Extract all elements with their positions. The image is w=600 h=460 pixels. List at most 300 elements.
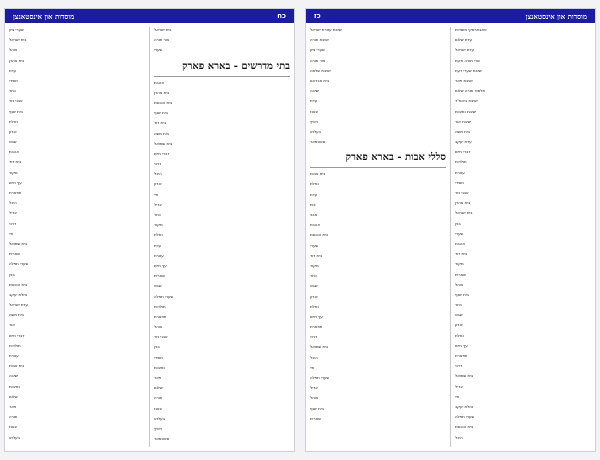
directory-entry bbox=[9, 58, 145, 68]
entry-name: עטרת bbox=[455, 169, 465, 175]
directory-entry bbox=[9, 210, 145, 220]
directory-entry bbox=[9, 231, 145, 241]
directory-entry bbox=[154, 161, 290, 171]
directory-entry bbox=[455, 58, 591, 68]
left-page-col-left bbox=[9, 27, 145, 447]
directory-entry bbox=[9, 139, 145, 149]
entry-name: תפארת bbox=[9, 190, 22, 195]
entry-name: בית דוד bbox=[455, 251, 468, 257]
directory-entry bbox=[9, 424, 145, 434]
entry-name: שבט bbox=[9, 139, 17, 145]
entry-name: ישיבת שלמה bbox=[310, 67, 331, 73]
entry-name: בעלזא bbox=[9, 434, 20, 440]
entry-name: עדת יעקב bbox=[455, 139, 472, 145]
directory-entry bbox=[154, 141, 290, 151]
entry-name: כתר bbox=[9, 88, 16, 94]
directory-entry bbox=[154, 263, 290, 273]
entry-name: דרכי bbox=[455, 363, 463, 369]
entry-name: עץ חיים bbox=[9, 179, 22, 185]
directory-entry bbox=[310, 78, 446, 88]
entry-name: בית ישראל bbox=[9, 37, 27, 43]
entry-name: נחלת bbox=[154, 232, 163, 238]
entry-name: תפארת bbox=[154, 313, 167, 319]
directory-entry bbox=[455, 180, 591, 190]
directory-entry bbox=[9, 98, 145, 108]
directory-entry bbox=[9, 88, 145, 98]
directory-entry bbox=[9, 435, 145, 445]
entry-name: זכרון bbox=[310, 293, 318, 299]
entry-name: בנין bbox=[154, 344, 160, 350]
directory-entry bbox=[310, 27, 446, 37]
directory-entry bbox=[310, 243, 446, 253]
entry-name: חיי bbox=[310, 364, 315, 370]
directory-entry bbox=[9, 190, 145, 200]
section-heading: בתי מדרשים - בארא פארק bbox=[154, 58, 290, 77]
entry-name: נחלת bbox=[310, 303, 319, 309]
entry-name: מקור bbox=[154, 222, 163, 228]
directory-entry bbox=[9, 302, 145, 312]
directory-entry bbox=[310, 232, 446, 242]
directory-entry bbox=[154, 37, 290, 47]
directory-entry bbox=[9, 394, 145, 404]
entry-name: צאנז bbox=[154, 405, 162, 411]
directory-entry bbox=[9, 27, 145, 37]
directory-entry bbox=[154, 273, 290, 283]
directory-entry bbox=[455, 37, 591, 47]
entry-name: בית הכנסת bbox=[9, 281, 28, 287]
directory-entry bbox=[455, 119, 591, 129]
directory-entry bbox=[9, 68, 145, 78]
entry-name: בית יוסף bbox=[9, 108, 23, 114]
entry-name: עדת bbox=[9, 67, 17, 73]
entry-name: תולדות bbox=[154, 303, 166, 309]
directory-entry bbox=[455, 170, 591, 180]
entry-name: עטרת bbox=[9, 353, 19, 358]
right-page-col-right bbox=[455, 27, 591, 447]
directory-entry bbox=[455, 363, 591, 373]
directory-entry bbox=[455, 282, 591, 292]
directory-entry bbox=[310, 68, 446, 78]
right-page-header bbox=[306, 9, 595, 23]
entry-name: בית דוד bbox=[310, 252, 323, 258]
entry-name: בית אהרן bbox=[9, 57, 25, 63]
directory-entry bbox=[455, 88, 591, 98]
entry-list bbox=[154, 80, 290, 447]
directory-entry bbox=[310, 192, 446, 202]
entry-name: צאנז bbox=[9, 424, 17, 430]
entry-name: בית אבות bbox=[9, 363, 25, 369]
directory-entry bbox=[154, 110, 290, 120]
directory-entry bbox=[310, 109, 446, 119]
directory-entry bbox=[9, 180, 145, 190]
entry-name: סאטמאר bbox=[154, 436, 170, 442]
entry-name: תפארת bbox=[455, 353, 468, 358]
entry-name: דרכי bbox=[9, 220, 17, 226]
directory-entry bbox=[9, 353, 145, 363]
entry-name: תלמוד תורה שלום bbox=[455, 88, 486, 94]
directory-entry bbox=[9, 312, 145, 322]
directory-entry bbox=[310, 314, 446, 324]
directory-entry bbox=[154, 151, 290, 161]
directory-entry bbox=[154, 314, 290, 324]
entry-name: דרכי bbox=[154, 161, 162, 167]
entry-name: בית ישראל bbox=[455, 210, 473, 216]
directory-entry bbox=[154, 243, 290, 253]
entry-name: בית אהרן bbox=[455, 200, 471, 206]
directory-entry bbox=[9, 404, 145, 414]
entry-list bbox=[310, 27, 446, 149]
entry-name: שערי ציון bbox=[310, 47, 325, 53]
left-page-header bbox=[5, 9, 294, 23]
entry-name: מקור bbox=[455, 261, 464, 267]
directory-entry bbox=[455, 190, 591, 200]
directory-entry bbox=[455, 353, 591, 363]
entry-name: חיי bbox=[455, 393, 460, 399]
directory-entry bbox=[154, 395, 290, 405]
directory-entry bbox=[455, 221, 591, 231]
entry-name: ויזניץ bbox=[154, 425, 162, 431]
directory-entry bbox=[455, 373, 591, 383]
directory-entry bbox=[455, 149, 591, 159]
directory-entry bbox=[310, 294, 446, 304]
entry-name: בית אהרן bbox=[154, 89, 170, 95]
directory-entry bbox=[9, 129, 145, 139]
entry-name: דברי חיים bbox=[154, 150, 170, 156]
entry-name: בנין bbox=[9, 271, 15, 277]
entry-name: טאבארסקי מוסדות bbox=[455, 27, 487, 32]
entry-name: שערי bbox=[310, 242, 319, 248]
directory-entry bbox=[455, 68, 591, 78]
entry-list bbox=[455, 27, 591, 445]
directory-entry bbox=[154, 365, 290, 375]
directory-entry bbox=[455, 47, 591, 57]
entry-name: בית שמואל bbox=[154, 140, 173, 146]
entry-name: צאנז bbox=[310, 108, 318, 114]
directory-entry bbox=[310, 355, 446, 365]
entry-name: תולדות bbox=[455, 159, 467, 165]
directory-entry bbox=[455, 312, 591, 322]
directory-entry bbox=[310, 283, 446, 293]
directory-entry bbox=[9, 251, 145, 261]
directory-entry bbox=[455, 78, 591, 88]
entry-name: שארית bbox=[455, 271, 466, 277]
entry-name: אהבת bbox=[154, 79, 164, 85]
entry-name: שלום bbox=[154, 385, 163, 391]
directory-entry bbox=[310, 58, 446, 68]
entry-name: חסידי bbox=[455, 179, 464, 185]
directory-entry bbox=[455, 27, 591, 37]
directory-entry bbox=[154, 80, 290, 90]
page-number: כח bbox=[277, 12, 286, 20]
directory-entry bbox=[9, 241, 145, 251]
entry-name: אהבת bbox=[9, 149, 19, 155]
entry-name: בית bbox=[310, 201, 316, 207]
directory-entry bbox=[154, 192, 290, 202]
entry-name: בית יוסף bbox=[154, 110, 168, 116]
directory-entry bbox=[310, 212, 446, 222]
directory-entry bbox=[455, 322, 591, 332]
entry-name: היכל bbox=[455, 434, 463, 440]
entry-name: בית משה bbox=[455, 128, 470, 134]
entry-name: אוהל bbox=[9, 47, 18, 53]
entry-name: ישיבה bbox=[310, 88, 320, 94]
entry-name: עטרת bbox=[154, 252, 164, 258]
directory-entry bbox=[455, 343, 591, 353]
entry-name: אור תורה bbox=[154, 37, 170, 43]
entry-name: תולדות bbox=[9, 342, 21, 348]
directory-entry bbox=[455, 139, 591, 149]
directory-entry bbox=[310, 139, 446, 149]
directory-entry bbox=[455, 384, 591, 394]
entry-name: אור תורה bbox=[310, 57, 326, 63]
directory-entry bbox=[310, 395, 446, 405]
entry-name: שערי bbox=[455, 230, 464, 236]
entry-name: שארית bbox=[310, 415, 321, 421]
directory-entry bbox=[154, 222, 290, 232]
directory-entry bbox=[154, 324, 290, 334]
directory-entry bbox=[455, 272, 591, 282]
entry-name: שבט bbox=[154, 283, 162, 289]
entry-name: היכל bbox=[9, 200, 17, 206]
entry-name: חסידי bbox=[9, 77, 18, 83]
directory-entry bbox=[9, 221, 145, 231]
entry-name: היכל bbox=[310, 354, 318, 360]
entry-name: אבני נזר bbox=[9, 98, 23, 104]
entry-name: דברי חיים bbox=[9, 332, 25, 338]
directory-entry bbox=[154, 232, 290, 242]
directory-entry bbox=[310, 416, 446, 426]
directory-entry bbox=[9, 363, 145, 373]
directory-entry bbox=[154, 304, 290, 314]
directory-entry bbox=[455, 302, 591, 312]
entry-name: שארית bbox=[9, 251, 20, 257]
directory-entry bbox=[9, 373, 145, 383]
directory-entry bbox=[154, 212, 290, 222]
entry-name: בית שמואל bbox=[455, 373, 474, 379]
directory-entry bbox=[310, 344, 446, 354]
entry-name: אוהל bbox=[455, 281, 464, 287]
directory-entry bbox=[9, 414, 145, 424]
directory-entry bbox=[9, 343, 145, 353]
entry-name: בית ישראל bbox=[154, 27, 172, 32]
entry-name: זכרון bbox=[154, 181, 162, 187]
directory-entry bbox=[310, 171, 446, 181]
directory-entry bbox=[154, 47, 290, 57]
directory-entry bbox=[9, 159, 145, 169]
entry-name: פאר bbox=[154, 375, 162, 380]
entry-name: נתיבות bbox=[9, 383, 20, 389]
entry-name: בית שמואל bbox=[310, 344, 329, 350]
entry-name: שערי תפלה bbox=[455, 414, 475, 420]
entry-name: חסידי bbox=[154, 354, 163, 360]
directory-entry bbox=[310, 273, 446, 283]
section-heading: סללי אבות - בארא פארק bbox=[310, 149, 446, 168]
entry-name: נחלת bbox=[455, 332, 464, 338]
entry-name: ישיבת פאר bbox=[455, 77, 473, 83]
entry-name: עץ חיים bbox=[154, 262, 167, 268]
page-number: כז bbox=[314, 12, 321, 20]
entry-name: עדת ישראל bbox=[455, 47, 474, 53]
directory-entry bbox=[310, 406, 446, 416]
entry-name: אוהל bbox=[154, 324, 163, 330]
directory-entry bbox=[310, 365, 446, 375]
directory-entry bbox=[310, 375, 446, 385]
directory-entry bbox=[154, 426, 290, 436]
entry-name: כתר bbox=[455, 302, 462, 308]
directory-entry bbox=[9, 261, 145, 271]
entry-name: בעלזא bbox=[154, 415, 165, 421]
entry-name: אבני bbox=[310, 212, 318, 217]
entry-name: שערי bbox=[154, 47, 163, 53]
entry-name: אוהל bbox=[310, 395, 319, 401]
entry-name: ישיבת תורה bbox=[310, 37, 329, 43]
entry-list bbox=[154, 27, 290, 58]
entry-name: נחלת יעקב bbox=[9, 291, 28, 297]
entry-name: ויזניץ bbox=[310, 118, 318, 124]
directory-entry bbox=[310, 304, 446, 314]
entry-name: שרי תורה ודעת bbox=[455, 57, 480, 63]
page-header-title: מוסדות און אינסטאנצן bbox=[13, 11, 75, 21]
entry-name: שארית bbox=[154, 273, 165, 279]
entry-name: בנין bbox=[455, 220, 461, 226]
directory-entry bbox=[455, 98, 591, 108]
entry-name: עדת ישראל bbox=[9, 302, 28, 308]
entry-name: ישיבת שערי דעת bbox=[455, 67, 483, 73]
entry-name: בית שמואל bbox=[9, 240, 28, 246]
directory-entry bbox=[154, 334, 290, 344]
entry-name: יגדיל bbox=[310, 385, 318, 391]
directory-entry bbox=[9, 119, 145, 129]
directory-entry bbox=[9, 384, 145, 394]
directory-entry bbox=[455, 231, 591, 241]
directory-entry bbox=[455, 424, 591, 434]
directory-entry bbox=[455, 414, 591, 424]
entry-name: בית דוד bbox=[9, 159, 22, 165]
directory-entry bbox=[9, 78, 145, 88]
right-page bbox=[305, 8, 596, 452]
entry-name: אור bbox=[9, 322, 15, 328]
entry-name: כתר bbox=[154, 212, 161, 217]
entry-name: בית הכנסת bbox=[154, 99, 173, 105]
directory-entry bbox=[9, 333, 145, 343]
entry-name: יגדיל bbox=[9, 210, 17, 216]
directory-entry bbox=[310, 119, 446, 129]
entry-name: בית משה bbox=[154, 130, 169, 136]
directory-entry bbox=[9, 170, 145, 180]
directory-entry bbox=[154, 436, 290, 446]
entry-name: שערי ציון bbox=[9, 27, 24, 32]
entry-name: בית משה bbox=[9, 312, 24, 318]
entry-name: בעלזא bbox=[310, 128, 321, 134]
entry-name: בית אברהם bbox=[310, 77, 330, 83]
entry-name: שערי תפלה bbox=[154, 293, 174, 299]
column-divider bbox=[149, 27, 150, 447]
directory-entry bbox=[455, 404, 591, 414]
entry-name: אהבת bbox=[455, 240, 465, 246]
entry-name: ישיבת אור bbox=[455, 118, 472, 124]
directory-entry bbox=[455, 159, 591, 169]
entry-name: שערי תפלה bbox=[310, 375, 330, 380]
directory-entry bbox=[455, 200, 591, 210]
directory-entry bbox=[455, 394, 591, 404]
directory-entry bbox=[154, 416, 290, 426]
directory-entry bbox=[154, 406, 290, 416]
entry-name: תפארת bbox=[310, 324, 323, 330]
directory-entry bbox=[310, 47, 446, 57]
directory-entry bbox=[9, 47, 145, 57]
entry-name: עדת שלום bbox=[455, 37, 472, 43]
directory-entry bbox=[310, 253, 446, 263]
directory-entry bbox=[9, 322, 145, 332]
entry-name: עץ חיים bbox=[310, 313, 323, 319]
entry-name: דברי חיים bbox=[455, 149, 471, 155]
column-divider bbox=[450, 27, 451, 447]
entry-name: זכרון bbox=[455, 322, 463, 328]
directory-entry bbox=[455, 129, 591, 139]
entry-list bbox=[9, 27, 145, 445]
directory-entry bbox=[455, 109, 591, 119]
directory-entry bbox=[154, 344, 290, 354]
entry-name: תורה bbox=[9, 414, 18, 420]
directory-entry bbox=[310, 385, 446, 395]
directory-entry bbox=[154, 181, 290, 191]
directory-entry bbox=[455, 210, 591, 220]
left-page bbox=[4, 8, 295, 452]
entry-list bbox=[310, 171, 446, 426]
entry-name: יגדיל bbox=[455, 383, 463, 389]
directory-entry bbox=[9, 200, 145, 210]
entry-name: בית דוד bbox=[154, 120, 167, 126]
entry-name: היכל bbox=[154, 171, 162, 177]
page-header-title: מוסדות און אינסטאנצן bbox=[525, 11, 587, 21]
entry-name: פאר bbox=[9, 403, 17, 409]
entry-name: נתיבות bbox=[154, 364, 165, 370]
directory-entry bbox=[310, 263, 446, 273]
entry-name: ישיבת נתיבות bbox=[455, 108, 477, 114]
directory-entry bbox=[154, 253, 290, 263]
directory-entry bbox=[154, 90, 290, 100]
entry-name: נחלת יעקב bbox=[455, 403, 474, 409]
directory-entry bbox=[310, 181, 446, 191]
entry-name: נחלת bbox=[9, 118, 18, 124]
directory-entry bbox=[310, 88, 446, 98]
directory-entry bbox=[455, 292, 591, 302]
entry-name: מקור bbox=[9, 169, 18, 175]
entry-name: עדת bbox=[310, 191, 318, 197]
entry-name: שערי תפלה bbox=[9, 261, 29, 267]
entry-name: שלום bbox=[9, 393, 18, 399]
directory-entry bbox=[154, 283, 290, 293]
entry-name: נחלת bbox=[310, 181, 319, 187]
directory-entry bbox=[455, 435, 591, 445]
entry-name: שבט bbox=[310, 283, 318, 289]
entry-name: חיי bbox=[9, 230, 14, 236]
directory-entry bbox=[310, 222, 446, 232]
directory-entry bbox=[154, 27, 290, 37]
entry-name: בית הכנסת bbox=[310, 232, 329, 238]
directory-entry bbox=[9, 149, 145, 159]
entry-name: דרכי bbox=[310, 334, 318, 340]
directory-entry bbox=[9, 282, 145, 292]
entry-name: כתר bbox=[310, 273, 317, 279]
entry-name: עץ חיים bbox=[455, 342, 468, 348]
entry-name: בית הכנסת bbox=[455, 424, 474, 430]
entry-name: יגדיל bbox=[154, 201, 162, 207]
directory-entry bbox=[154, 375, 290, 385]
entry-name: בית אבות bbox=[310, 171, 326, 177]
entry-name: תורה bbox=[154, 395, 163, 401]
entry-name: סאטמאר bbox=[310, 139, 326, 145]
